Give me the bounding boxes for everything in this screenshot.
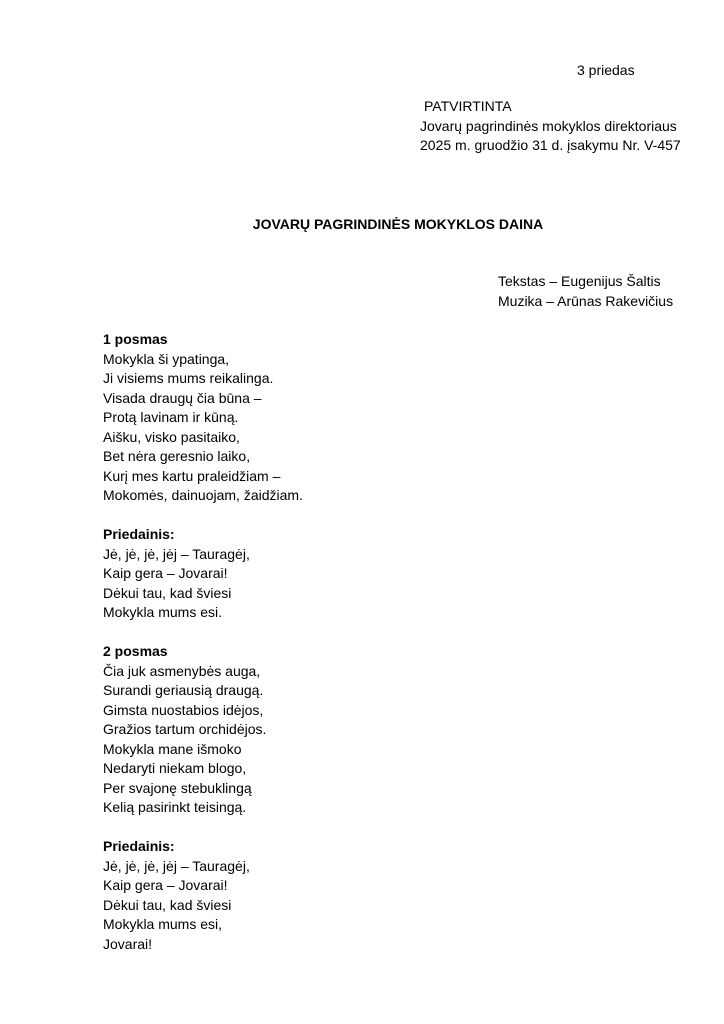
verse-line: Čia juk asmenybės auga, xyxy=(103,662,261,679)
verse-line: Dėkui tau, kad šviesi xyxy=(103,896,232,913)
section-heading: 1 posmas xyxy=(103,331,168,347)
verse-line: Surandi geriausią draugą. xyxy=(103,682,264,698)
verse-line: Mokykla ši ypatinga, xyxy=(103,350,230,367)
song-body xyxy=(103,330,663,974)
verse-line: Jė, jė, jė, jėj – Tauragėj, xyxy=(103,857,250,874)
verse-line: Protą lavinam ir kūną. xyxy=(103,409,239,425)
approval-line-2: 2025 m. gruodžio 31 d. įsakymu Nr. V-457 xyxy=(420,137,681,153)
song-section xyxy=(103,837,663,954)
approval-line-1: Jovarų pagrindinės mokyklos direktoriaus xyxy=(420,117,677,134)
verse-line: Kaip gera – Jovarai! xyxy=(103,877,228,893)
verse-line: Jovarai! xyxy=(103,935,153,952)
song-section xyxy=(103,642,663,818)
verse-line: Kelią pasirinkt teisingą. xyxy=(103,799,247,815)
credits-block xyxy=(498,272,673,311)
approval-block xyxy=(420,97,681,156)
verse-line: Nedaryti niekam blogo, xyxy=(103,760,247,776)
document-title: JOVARŲ PAGRINDINĖS MOKYKLOS DAINA xyxy=(252,216,544,232)
credits-text: Tekstas – Eugenijus Šaltis xyxy=(498,273,661,289)
verse-line: Aišku, visko pasitaiko, xyxy=(103,428,240,445)
verse-line: Gimsta nuostabios idėjos, xyxy=(103,701,264,718)
verse-line: Mokykla mums esi, xyxy=(103,916,223,932)
verse-line: Kurį mes kartu praleidžiam – xyxy=(103,467,281,484)
verse-line: Mokomės, dainuojam, žaidžiam. xyxy=(103,487,303,503)
section-heading: Priedainis: xyxy=(103,526,175,542)
verse-line: Jė, jė, jė, jėj – Tauragėj, xyxy=(103,545,250,562)
song-section xyxy=(103,525,663,623)
verse-line: Per svajonę stebuklingą xyxy=(103,779,252,796)
verse-line: Gražios tartum orchidėjos. xyxy=(103,721,267,737)
section-heading: 2 posmas xyxy=(103,643,168,659)
verse-line: Mokykla mane išmoko xyxy=(103,740,242,757)
verse-line: Bet nėra geresnio laiko, xyxy=(103,448,251,464)
verse-line: Kaip gera – Jovarai! xyxy=(103,565,228,581)
verse-line: Ji visiems mums reikalinga. xyxy=(103,370,274,386)
section-heading: Priedainis: xyxy=(103,838,175,854)
appendix-label: 3 priedas xyxy=(577,62,635,78)
song-section xyxy=(103,330,663,506)
verse-line: Visada draugų čia būna – xyxy=(103,389,262,406)
verse-line: Mokykla mums esi. xyxy=(103,604,223,620)
approval-stamp: PATVIRTINTA xyxy=(424,98,512,114)
verse-line: Dėkui tau, kad šviesi xyxy=(103,584,232,601)
credits-music: Muzika – Arūnas Rakevičius xyxy=(498,292,674,309)
